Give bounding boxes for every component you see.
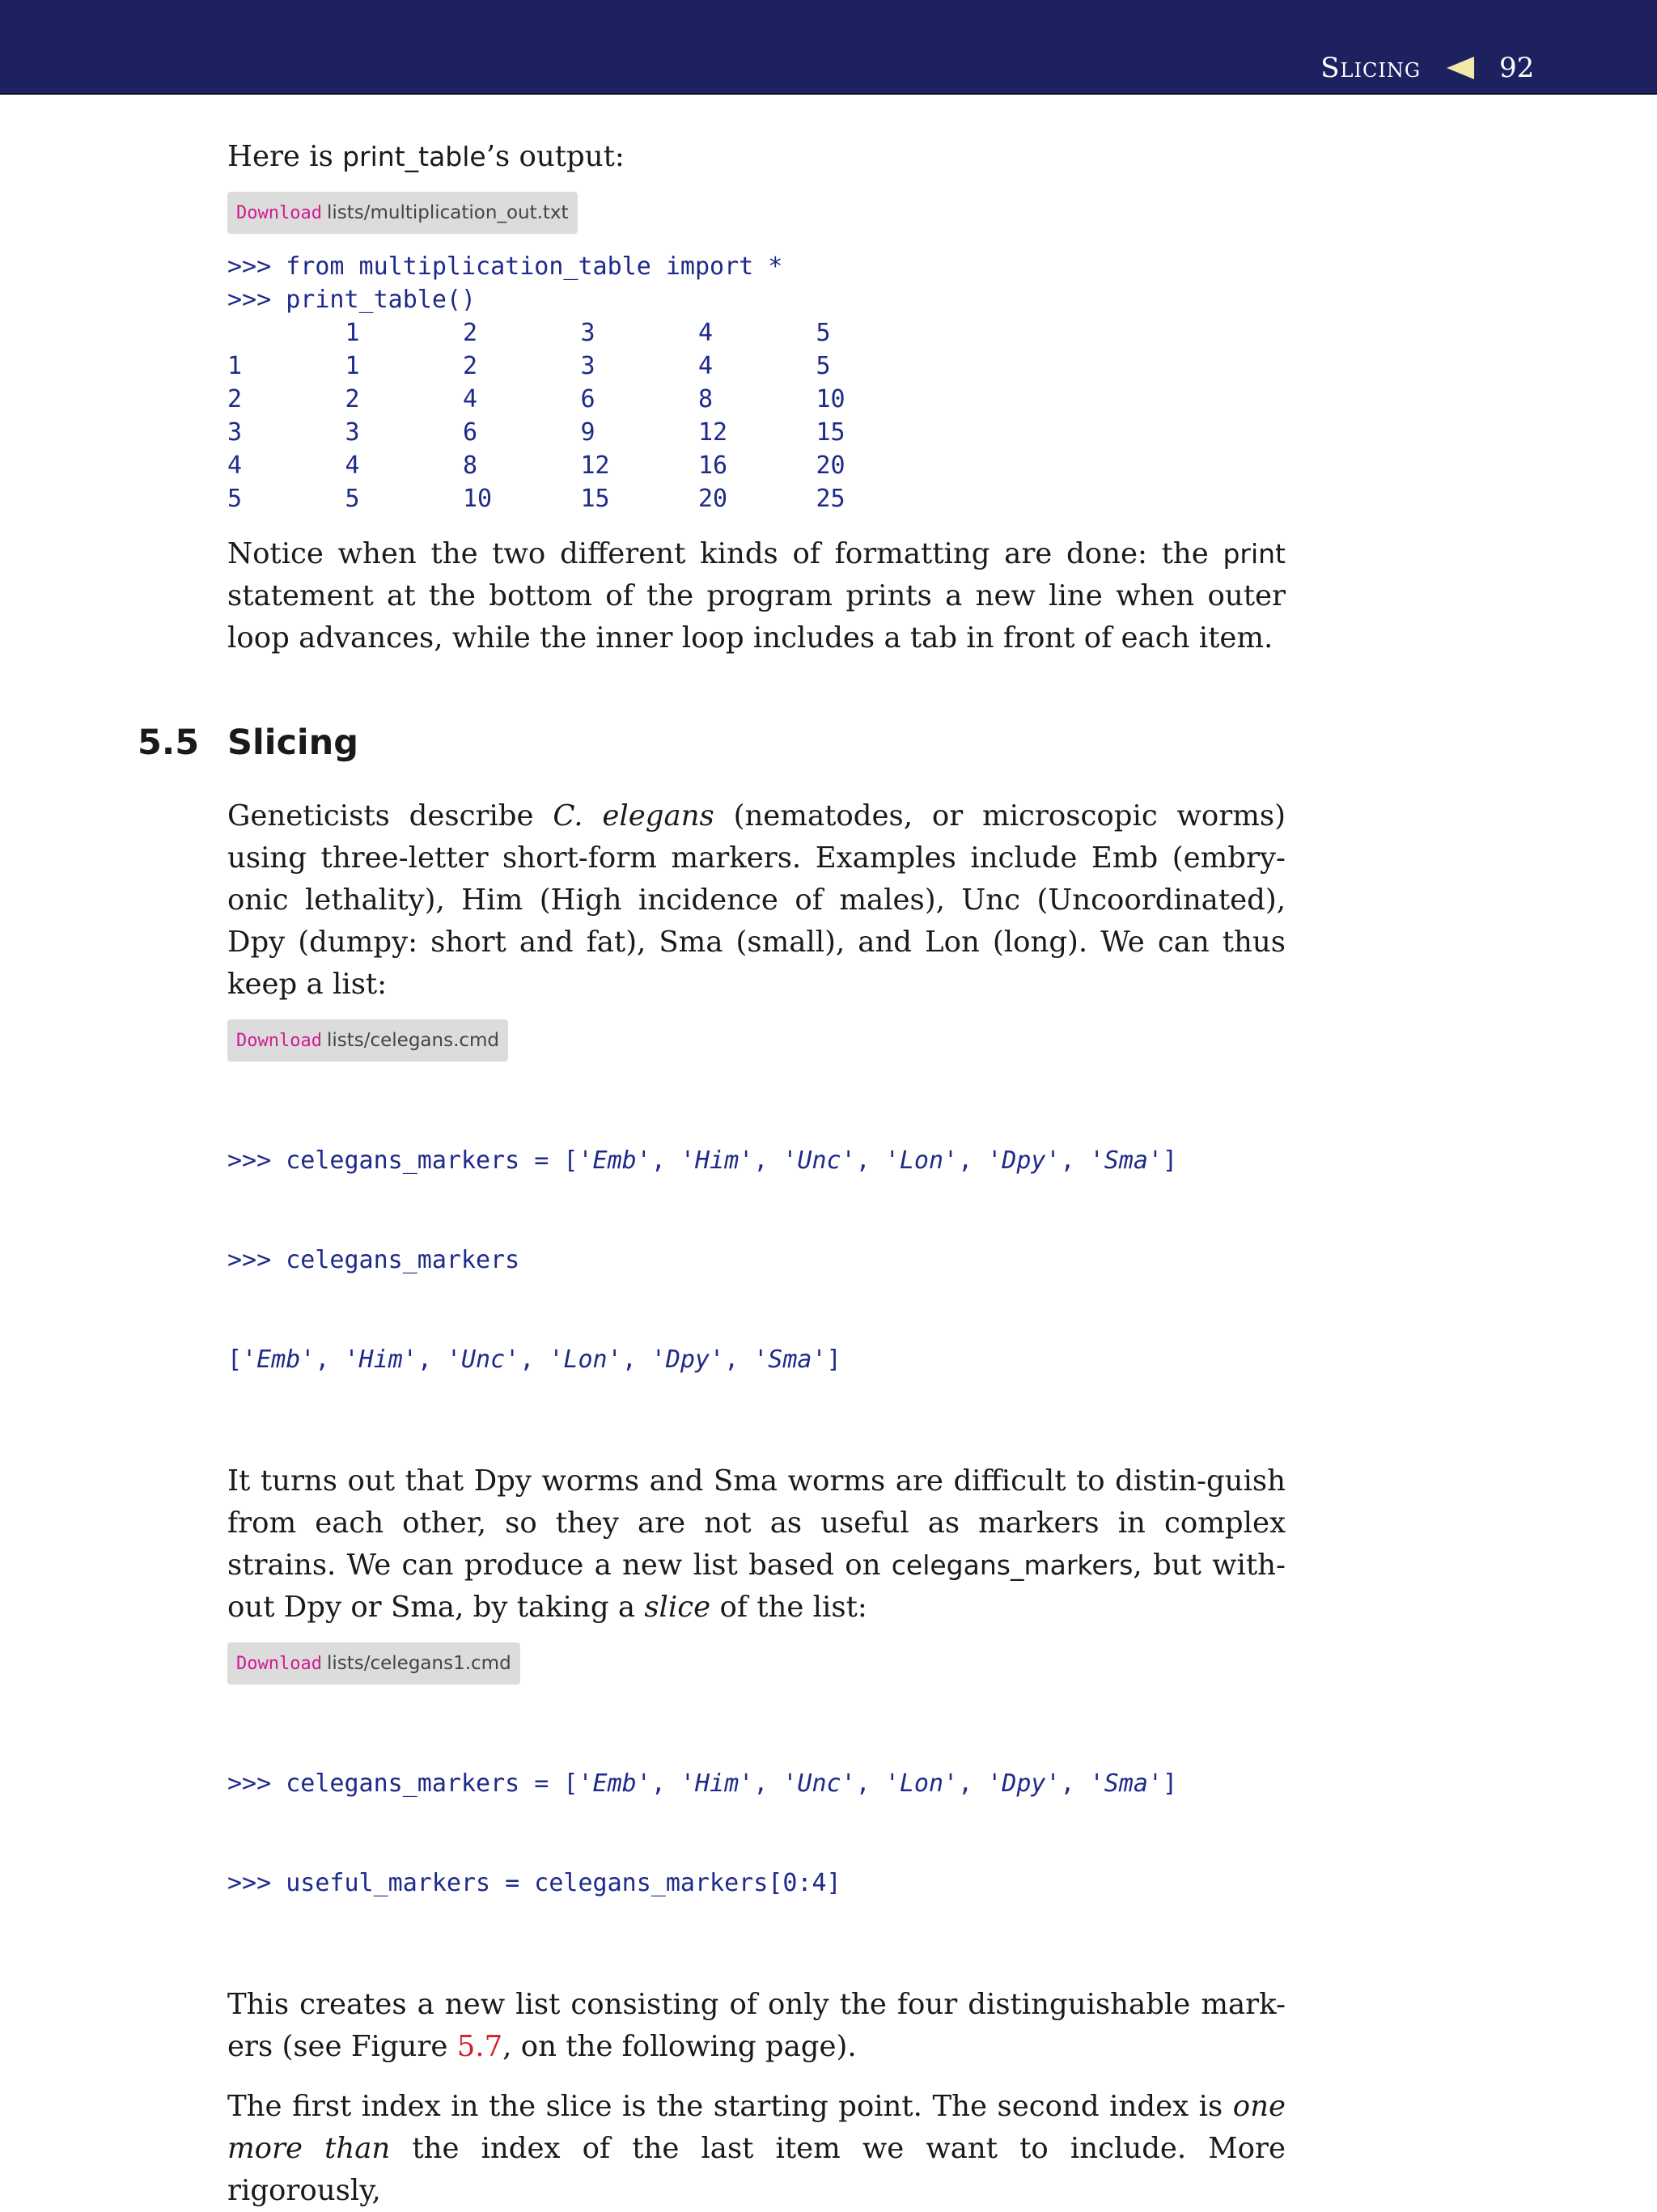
download-tag-3[interactable] xyxy=(227,1642,1286,1684)
marker-string: 'Lon' xyxy=(884,1146,959,1175)
marker-string: 'Emb' xyxy=(578,1769,651,1798)
download-label[interactable]: Download xyxy=(236,1031,322,1051)
table-cell: 2 xyxy=(227,385,243,413)
p2-text-end: of the list: xyxy=(710,1591,867,1624)
download-tag-2[interactable] xyxy=(227,1019,1286,1062)
table-cell: 20 xyxy=(698,485,728,513)
marker-list: 'Emb', 'Him', 'Unc', 'Lon', 'Dpy', 'Sma' xyxy=(578,1146,1163,1175)
table-row xyxy=(227,482,1286,515)
notice-code: print xyxy=(1223,538,1286,570)
code-line: >>> print_table() xyxy=(227,286,477,314)
slice-result-paragraph xyxy=(227,1984,1286,2068)
section-title: Slicing xyxy=(227,723,359,763)
code-suffix: ] xyxy=(1162,1769,1178,1798)
section-number: 5.5 xyxy=(138,723,200,763)
p2-code: celegans_markers xyxy=(891,1549,1134,1581)
marker-string: 'Unc' xyxy=(782,1146,856,1175)
table-cell: 12 xyxy=(580,451,610,480)
figure-reference-link[interactable]: 5.7 xyxy=(456,2030,503,2063)
table-cell: 16 xyxy=(698,451,728,480)
download-label[interactable]: Download xyxy=(236,1654,322,1674)
table-row xyxy=(227,416,1286,449)
code-prefix: [ xyxy=(227,1345,243,1374)
marker-string: 'Him' xyxy=(344,1345,417,1374)
table-row xyxy=(227,383,1286,416)
table-row xyxy=(227,316,1286,350)
table-cell: 2 xyxy=(345,385,360,413)
table-cell: 6 xyxy=(463,418,478,447)
table-cell: 1 xyxy=(345,319,360,347)
multiplication-table-output xyxy=(227,316,1286,515)
code-suffix: ] xyxy=(826,1345,841,1374)
page-number: 92 xyxy=(1499,52,1535,84)
marker-string: 'Him' xyxy=(680,1769,754,1798)
p4-emphasis: one more than xyxy=(227,2090,1286,2165)
p4-text-end: the index of the last item we want to include. More rigorously, xyxy=(227,2132,1286,2207)
p2-emphasis: slice xyxy=(644,1591,711,1624)
download-tag-1[interactable] xyxy=(227,192,1286,234)
marker-string: 'Unc' xyxy=(782,1769,856,1798)
celegans-paragraph xyxy=(227,795,1286,1006)
intro-paragraph xyxy=(227,136,1286,178)
code-prefix: >>> celegans_markers = [ xyxy=(227,1146,578,1175)
table-cell: 3 xyxy=(580,352,595,380)
intro-text-end: ’s output: xyxy=(485,140,625,173)
download-label[interactable]: Download xyxy=(236,203,322,223)
slice-explanation-paragraph xyxy=(227,2086,1286,2212)
table-cell: 2 xyxy=(463,319,478,347)
table-cell: 1 xyxy=(227,352,243,380)
p3-text: This creates a new list consisting of only the four distinguishable mark-ers (see Figure xyxy=(227,1988,1286,2063)
p3-text-end: , on the following page). xyxy=(502,2030,857,2063)
marker-string: 'Sma' xyxy=(1089,1146,1163,1175)
table-cell: 4 xyxy=(463,385,478,413)
table-cell: 3 xyxy=(580,319,595,347)
table-cell: 3 xyxy=(227,418,243,447)
marker-string: 'Lon' xyxy=(549,1345,622,1374)
table-cell: 25 xyxy=(816,485,845,513)
table-cell: 5 xyxy=(816,319,831,347)
table-cell: 4 xyxy=(227,451,243,480)
table-cell: 15 xyxy=(580,485,610,513)
table-cell xyxy=(227,316,345,350)
notice-paragraph xyxy=(227,533,1286,659)
marker-string: 'Dpy' xyxy=(651,1345,725,1374)
code-block-3 xyxy=(227,1701,1286,1966)
table-cell: 20 xyxy=(816,451,845,480)
table-cell: 15 xyxy=(816,418,845,447)
marker-list: 'Emb', 'Him', 'Unc', 'Lon', 'Dpy', 'Sma' xyxy=(578,1769,1163,1798)
table-row xyxy=(227,449,1286,482)
table-cell: 4 xyxy=(345,451,360,480)
table-cell: 9 xyxy=(580,418,595,447)
code-block-1 xyxy=(227,250,1286,515)
back-arrow-icon[interactable] xyxy=(1447,57,1474,79)
section-heading xyxy=(138,723,1286,771)
marker-string: 'Emb' xyxy=(242,1345,316,1374)
code-line: >>> useful_markers = celegans_markers[0:4] xyxy=(227,1869,841,1897)
header-bar xyxy=(0,0,1657,95)
code-line xyxy=(227,1144,1286,1177)
p2-text-mid: , but with-out Dpy or Sma, by taking a xyxy=(227,1549,1286,1624)
download-path[interactable]: lists/celegans1.cmd xyxy=(326,1653,511,1674)
p4-text: The first index in the slice is the starting point. The second index is xyxy=(227,2090,1233,2123)
code-line xyxy=(227,1343,1286,1376)
running-title: Slicing xyxy=(1320,52,1421,84)
table-cell: 12 xyxy=(698,418,728,447)
marker-string: 'Him' xyxy=(680,1146,754,1175)
intro-code: print_table xyxy=(342,141,486,172)
slice-intro-paragraph xyxy=(227,1460,1286,1629)
code-suffix: ] xyxy=(1162,1146,1178,1175)
table-cell: 8 xyxy=(698,385,714,413)
code-block-2 xyxy=(227,1078,1286,1443)
table-cell: 5 xyxy=(227,485,243,513)
marker-list: 'Emb', 'Him', 'Unc', 'Lon', 'Dpy', 'Sma' xyxy=(242,1345,827,1374)
table-cell: 8 xyxy=(463,451,478,480)
p2-text: It turns out that Dpy worms and Sma worms are difficult to distin-guish from each other, so they are not as useful as markers in complex strains. We can produce a new list based on xyxy=(227,1464,1286,1582)
notice-text: Notice when the two different kinds of formatting are done: the xyxy=(227,537,1223,570)
p1-emphasis: C. elegans xyxy=(553,799,714,833)
code-line: >>> celegans_markers xyxy=(227,1246,520,1274)
table-cell: 6 xyxy=(580,385,595,413)
table-cell: 4 xyxy=(698,352,714,380)
download-path[interactable]: lists/celegans.cmd xyxy=(326,1030,500,1051)
code-prefix: >>> celegans_markers = [ xyxy=(227,1769,578,1798)
code-line: >>> from multiplication_table import * xyxy=(227,252,783,281)
marker-string: 'Sma' xyxy=(1089,1769,1163,1798)
marker-string: 'Dpy' xyxy=(987,1146,1061,1175)
table-cell: 2 xyxy=(463,352,478,380)
table-cell: 5 xyxy=(816,352,831,380)
table-cell: 3 xyxy=(345,418,360,447)
p1-text: Geneticists describe xyxy=(227,799,553,833)
table-row xyxy=(227,350,1286,383)
table-cell: 1 xyxy=(345,352,360,380)
marker-string: 'Sma' xyxy=(753,1345,827,1374)
marker-string: 'Dpy' xyxy=(987,1769,1061,1798)
intro-text: Here is xyxy=(227,140,343,173)
marker-string: 'Unc' xyxy=(446,1345,520,1374)
p1-text-end: (nematodes, or microscopic worms) using three-letter short-form markers. Examples include Emb (embry-onic lethality), Him (High incidence of males), Unc (Uncoordinated), Dpy (dumpy: short and fat), Sma (small), and Lon (long). We can thus keep a list: xyxy=(227,799,1286,1001)
code-line xyxy=(227,1767,1286,1800)
marker-string: 'Lon' xyxy=(884,1769,959,1798)
notice-text-end: statement at the bottom of the program prints a new line when outer loop advances, while the inner loop includes a tab in front of each item. xyxy=(227,579,1286,655)
page-content xyxy=(138,136,1286,2212)
marker-string: 'Emb' xyxy=(578,1146,651,1175)
table-cell: 5 xyxy=(345,485,360,513)
table-cell: 4 xyxy=(698,319,714,347)
download-path[interactable]: lists/multiplication_out.txt xyxy=(326,202,569,223)
table-cell: 10 xyxy=(463,485,493,513)
table-cell: 10 xyxy=(816,385,845,413)
